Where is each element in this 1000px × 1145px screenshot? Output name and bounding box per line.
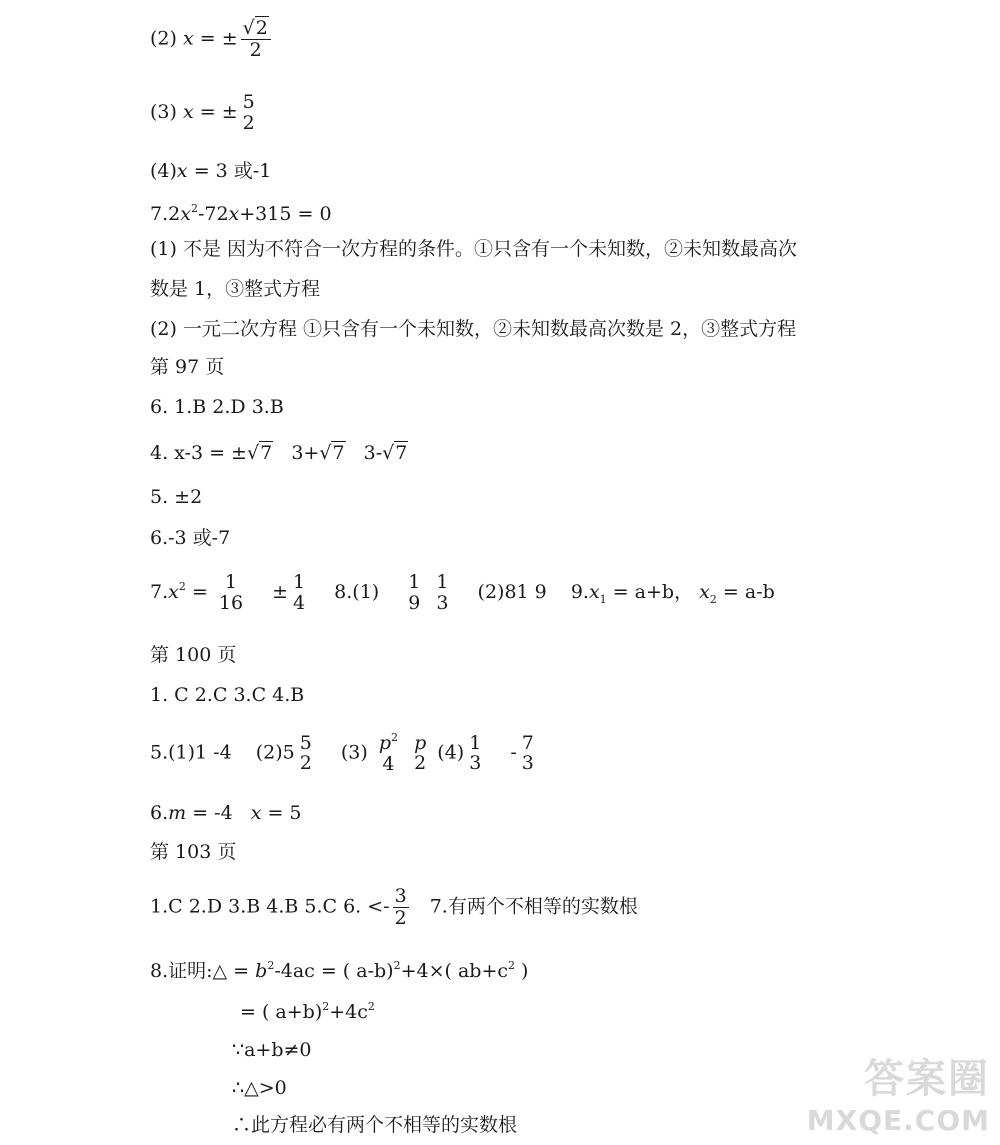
answer-line: 6.-3 或-7 xyxy=(150,527,231,549)
fraction: 5 2 xyxy=(299,731,312,775)
answer-line: 1.C 2.D 3.B 4.B 5.C 6. <- $\frac{3}{2}$ 7.有两个不相等的实数根 xyxy=(150,885,638,929)
page-heading: 第 97 页 xyxy=(150,356,225,378)
proof-line: 8.证明:△ = $b^2-4ac$ = ( a-b)$^2$+4×( $ab+c^2$ ) xyxy=(150,959,529,982)
answer-line: 5. ±2 xyxy=(150,486,203,508)
fraction: $\frac{3}{2}$ xyxy=(394,885,407,929)
answer-line: 5.(1)1 -4 (2)5 5 2 (3) $p^2$ 4 p 2 (4) 1 3 - 7 3 xyxy=(150,731,534,775)
fraction: p 2 xyxy=(414,731,427,775)
proof-line: ∵a+b≠0 xyxy=(232,1039,312,1061)
equation-7: $7.2x^2-72x+315 = 0$ xyxy=(150,202,332,225)
answer-4: (4)x = 3 或-1 xyxy=(150,160,272,182)
fraction: 1 3 xyxy=(436,571,449,614)
proof-line: = ( $a+b)^2+4c^2$ xyxy=(240,1000,375,1023)
explanation-line: (1) 不是 因为不符合一次方程的条件。①只含有一个未知数，②未知数最高次 xyxy=(150,238,797,260)
page-heading: 第 103 页 xyxy=(150,841,237,863)
page-heading: 第 100 页 xyxy=(150,644,237,666)
explanation-line: 数是 1，③整式方程 xyxy=(150,278,321,300)
fraction: 5 2 xyxy=(242,91,255,134)
fraction: 7 3 xyxy=(521,731,534,775)
fraction: 1 3 xyxy=(469,731,482,775)
fraction: 1 4 xyxy=(293,571,306,614)
answer-line: $7.x^2$ = 1 16 ± 1 4 8.(1) 1 9 1 3 (2)81 9 $9.x_1 = a+b$， $x_2 = a-b$ xyxy=(150,571,775,614)
explanation-line: (2) 一元二次方程 ①只含有一个未知数，②未知数最高次数是 2，③整式方程 xyxy=(150,318,797,340)
answer-line: 1. C 2.C 3.C 4.B xyxy=(150,684,305,706)
answer-line: 6. 1.B 2.D 3.B xyxy=(150,396,284,418)
answer-line: 6.m = -4 x = 5 xyxy=(150,802,302,824)
fraction: $\frac{√2}{2}$ xyxy=(241,18,271,61)
fraction: $p^2$ 4 xyxy=(378,731,399,775)
answer-line: 4. x-3 = ±√7 3+√7 3-√7 xyxy=(150,442,408,464)
answer-2: (2) x = ± $\frac{√2}{2}$ xyxy=(150,18,274,61)
fraction: 1 9 xyxy=(408,571,421,614)
watermark: 答案圈 MXQE.COM xyxy=(806,1056,990,1137)
proof-line: ∴此方程必有两个不相等的实数根 xyxy=(232,1114,518,1136)
answer-3: (3) x = ± 5 2 xyxy=(150,91,255,134)
fraction: 1 16 xyxy=(218,571,244,614)
proof-line: ∴△>0 xyxy=(232,1077,287,1099)
